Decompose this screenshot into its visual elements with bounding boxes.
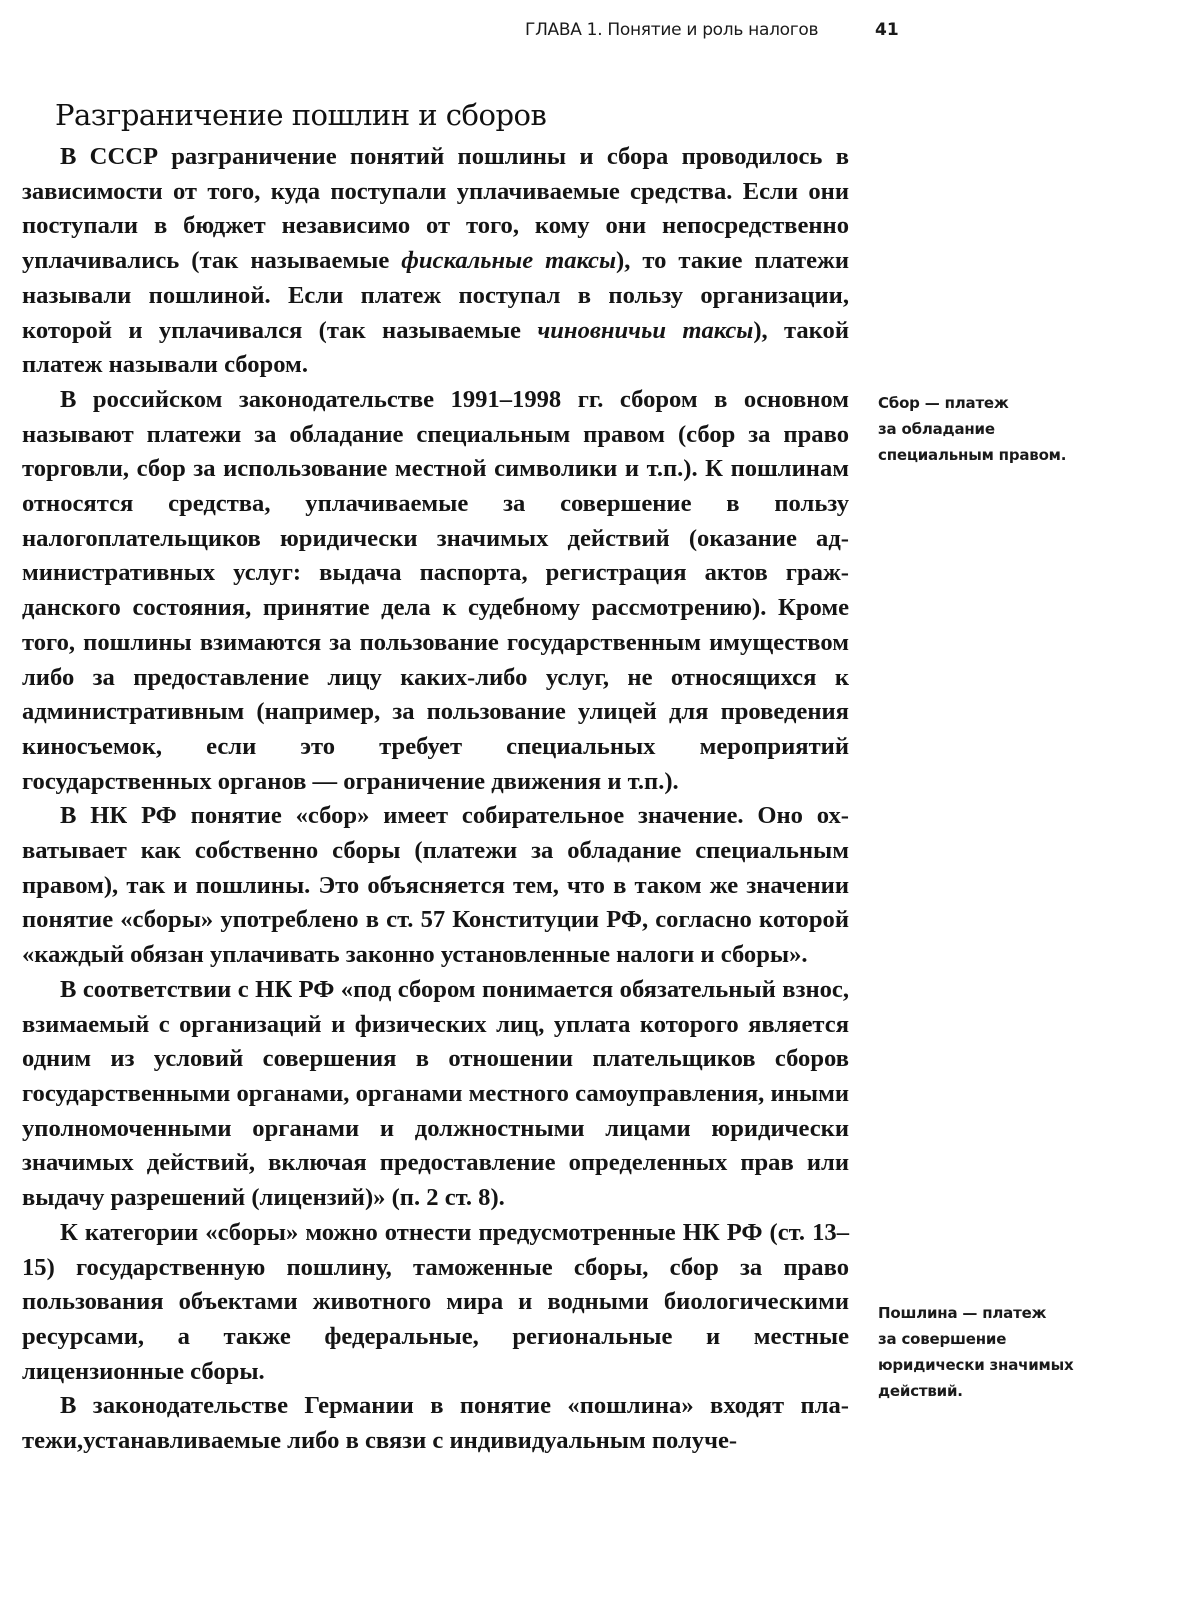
margin-note-line: специальным правом.: [878, 446, 1067, 464]
margin-note-line: Пошлина — платеж: [878, 1304, 1047, 1322]
margin-note-line: за совершение: [878, 1330, 1007, 1348]
paragraph: В НК РФ понятие «сбор» имеет собирательное значение. Оно охватывает как собственно сборы (платежи за обладание специальным правом), так и пошлины. Это объясняется тем, что в таком же значении понятие «сборы» употреблено в ст. 57 Конституции РФ, согласно которой «каждый обязан уплачивать законно установленные налоги и сборы».: [22, 802, 849, 969]
margin-note-sbor: [878, 390, 1118, 468]
italic-term: фискальные таксы: [401, 247, 617, 275]
margin-note-poshlina: [878, 1300, 1118, 1404]
paragraph: В СССР разграничение понятий пошлины и сбора проводилось в зависимости от того, куда поступали уплачиваемые средства. Если они поступали в бюджет независимо от того, кому они непосредственно уплачивались (так называемые фискальные таксы), то такие платежи называли пошлиной. Если платеж поступал в пользу организации, которой и уплачивался (так называемые чиновничьи таксы), такой платеж называли сбором.: [22, 143, 849, 379]
paragraph: В соответствии с НК РФ «под сбором понимается обязательный взнос, взимаемый с организаций и физических лиц, уплата которого является одним из условий совершения в отношении плательщиков сборов государственными органами, органами местного самоуправления, иными уполномоченными органами и должностными лицами юридически значимых действий, включая предоставление определенных прав или выдачу разрешений (лицензий)» (п. 2 ст. 8).: [22, 975, 849, 1212]
main-text: [22, 140, 849, 1459]
margin-note-line: действий.: [878, 1382, 963, 1400]
paragraph: В российском законодательстве 1991–1998 гг. сбором в основном называют платежи за обладание специальным правом (сбор за право торговли, сбор за использование местной символики и т.п.). К пошлинам относятся средства, уплачиваемые за совершение в пользу налогоплательщиков юридически значимых действий (оказание административных услуг: выдача паспорта, регистрация актов гражданского состояния, принятие дела к судебному рассмотрению). Кроме того, пошлины взимаются за пользование государственным имуществом либо за предоставление лицу каких-либо услуг, не относящихся к административным (например, за пользование улицей для проведения киносъемок, если это требует специальных мероприятий государственных органов — ограничение движения и т.п.).: [22, 385, 849, 795]
page-number: 41: [875, 20, 899, 40]
margin-note-line: за обладание: [878, 420, 995, 438]
running-header: ГЛАВА 1. Понятие и роль налогов: [525, 20, 819, 40]
section-heading: Разграничение пошлин и сборов: [55, 98, 547, 132]
paragraph: К категории «сборы» можно отнести предусмотренные НК РФ (ст. 13–15) государственную пошлину, таможенные сборы, сбор за право пользования объектами животного мира и водными биологическими ресурсами, а также федеральные, региональные и местные лицензионные сборы.: [22, 1218, 849, 1385]
margin-note-line: юридически значимых: [878, 1356, 1074, 1374]
paragraph: В законодательстве Германии в понятие «пошлина» входят платежи,устанавливаемые либо в связи с индивидуальным получе-: [22, 1392, 849, 1455]
margin-note-line: Сбор — платеж: [878, 394, 1009, 412]
italic-term: чиновничьи таксы: [537, 316, 754, 344]
